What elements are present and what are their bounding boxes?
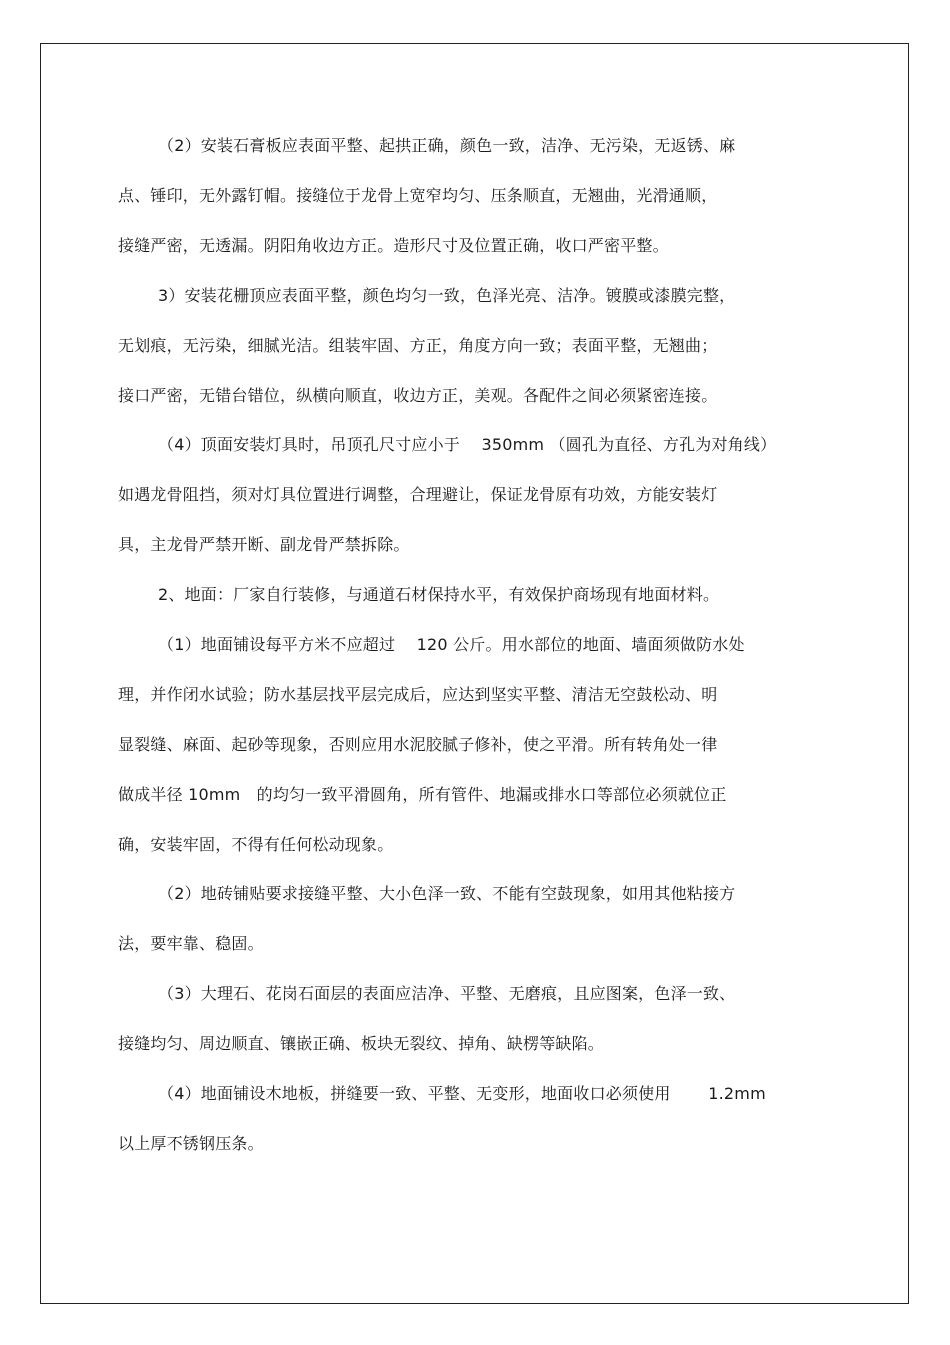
text-line: （4）顶面安装灯具时，吊顶孔尺寸应小于 350mm （圆孔为直径、方孔为对角线） <box>158 435 777 454</box>
text-line: 接缝严密，无透漏。阴阳角收边方正。造形尺寸及位置正确，收口严密平整。 <box>118 236 669 255</box>
text-line: 3）安装花栅顶应表面平整，颜色均匀一致，色泽光亮、洁净。镀膜或漆膜完整， <box>158 286 736 305</box>
text-line: 显裂缝、麻面、起砂等现象，否则应用水泥胶腻子修补，使之平滑。所有转角处一律 <box>118 735 718 754</box>
text-line: 2、地面：厂家自行装修，与通道石材保持水平，有效保护商场现有地面材料。 <box>158 585 720 604</box>
text-line: 接缝均匀、周边顺直、镶嵌正确、板块无裂纹、掉角、缺楞等缺陷。 <box>118 1034 605 1053</box>
text-line: 具，主龙骨严禁开断、副龙骨严禁拆除。 <box>118 535 410 554</box>
text-line: 无划痕，无污染，细腻光洁。组装牢固、方正，角度方向一致；表面平整，无翘曲； <box>118 336 718 355</box>
text-line: （2）安装石膏板应表面平整、起拱正确，颜色一致，洁净、无污染，无返锈、麻 <box>158 136 736 155</box>
text-line: 以上厚不锈钢压条。 <box>118 1134 264 1153</box>
text-line: （1）地面铺设每平方米不应超过 120 公斤。用水部位的地面、墙面须做防水处 <box>158 635 745 654</box>
text-line: 确，安装牢固，不得有任何松动现象。 <box>118 835 394 854</box>
page-border <box>40 43 909 1304</box>
text-line: 理，并作闭水试验；防水基层找平层完成后，应达到坚实平整、清洁无空鼓松动、明 <box>118 685 718 704</box>
text-line: 法，要牢靠、稳固。 <box>118 934 264 953</box>
text-line: （4）地面铺设木地板，拼缝要一致、平整、无变形，地面收口必须使用 1.2mm <box>158 1084 766 1103</box>
text-line: 点、锤印，无外露钉帽。接缝位于龙骨上宽窄均匀、压条顺直，无翘曲，光滑通顺， <box>118 186 718 205</box>
text-line: （2）地砖铺贴要求接缝平整、大小色泽一致、不能有空鼓现象，如用其他粘接方 <box>158 884 736 903</box>
text-line: 如遇龙骨阻挡，须对灯具位置进行调整，合理避让，保证龙骨原有功效，方能安装灯 <box>118 485 718 504</box>
text-line: 做成半径 10mm 的均匀一致平滑圆角，所有管件、地漏或排水口等部位必须就位正 <box>118 785 727 804</box>
text-line: （3）大理石、花岗石面层的表面应洁净、平整、无磨痕，且应图案，色泽一致、 <box>158 984 736 1003</box>
text-line: 接口严密，无错台错位，纵横向顺直，收边方正，美观。各配件之间必须紧密连接。 <box>118 386 718 405</box>
